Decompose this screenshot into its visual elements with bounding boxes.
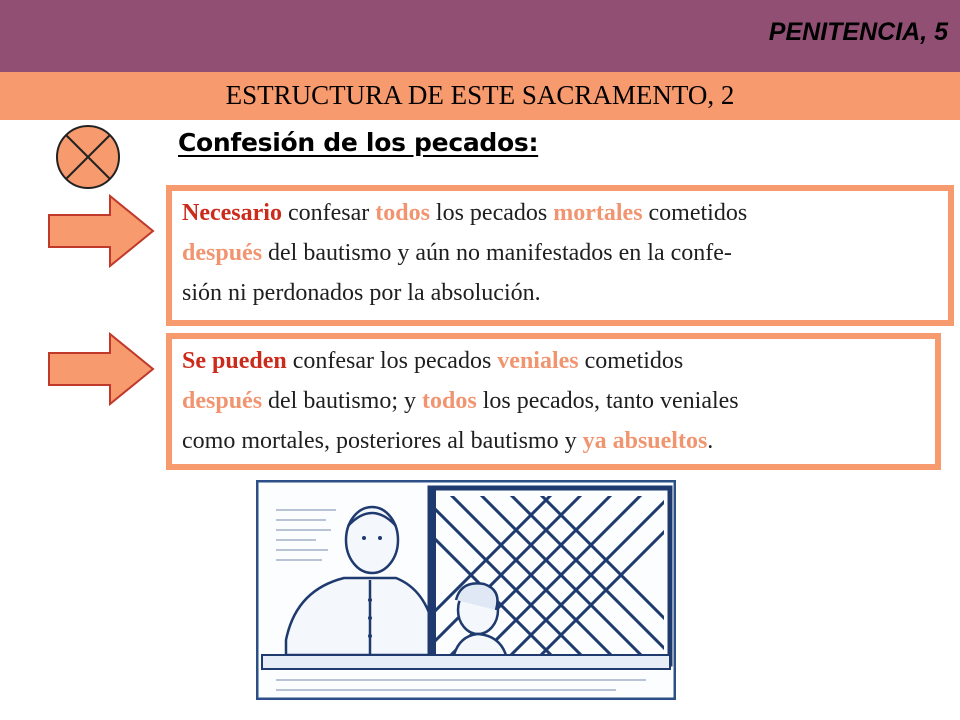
box2-line-3 [182, 421, 925, 461]
crossed-circle-icon [55, 124, 121, 190]
right-arrow-icon [46, 331, 156, 407]
text-segment: confesar los pecados [286, 348, 498, 374]
section-heading: Confesión de los pecados: [178, 128, 539, 157]
slide-title: PENITENCIA, 5 [768, 18, 948, 46]
keyword-necesario: Necesario [182, 200, 282, 226]
text-segment: del bautismo y aún no manifestados en la confe- [262, 240, 732, 266]
venial-sins-box [166, 333, 941, 470]
box1-line-1 [182, 193, 938, 233]
text-segment: los pecados, tanto veniales [476, 388, 739, 414]
box2-line-1 [182, 341, 925, 381]
box2-line-2 [182, 381, 925, 421]
keyword-ya-absueltos: ya absueltos [582, 428, 708, 454]
right-arrow-icon [46, 193, 156, 269]
text-segment: cometidos [578, 348, 684, 374]
keyword-despues: después [182, 388, 263, 414]
text-segment: sión ni perdonados por la absolución. [182, 280, 541, 306]
keyword-todos: todos [422, 388, 477, 414]
keyword-veniales: veniales [497, 348, 579, 374]
text-segment: del bautismo; y [262, 388, 423, 414]
subtitle-banner [0, 72, 960, 120]
text-segment: . [707, 428, 714, 454]
text-segment: cometidos [642, 200, 748, 226]
keyword-se-pueden: Se pueden [182, 348, 287, 374]
text-segment: los pecados [429, 200, 554, 226]
text-segment: confesar [281, 200, 376, 226]
keyword-despues: después [182, 240, 263, 266]
mortal-sins-box [166, 185, 954, 326]
keyword-mortales: mortales [553, 200, 643, 226]
keyword-todos: todos [375, 200, 430, 226]
box1-line-2 [182, 233, 938, 273]
box1-line-3 [182, 273, 938, 313]
confessional-illustration [256, 480, 676, 700]
text-segment: como mortales, posteriores al bautismo y [182, 428, 583, 454]
slide-subtitle: ESTRUCTURA DE ESTE SACRAMENTO, 2 [225, 80, 735, 110]
top-banner [0, 0, 960, 72]
